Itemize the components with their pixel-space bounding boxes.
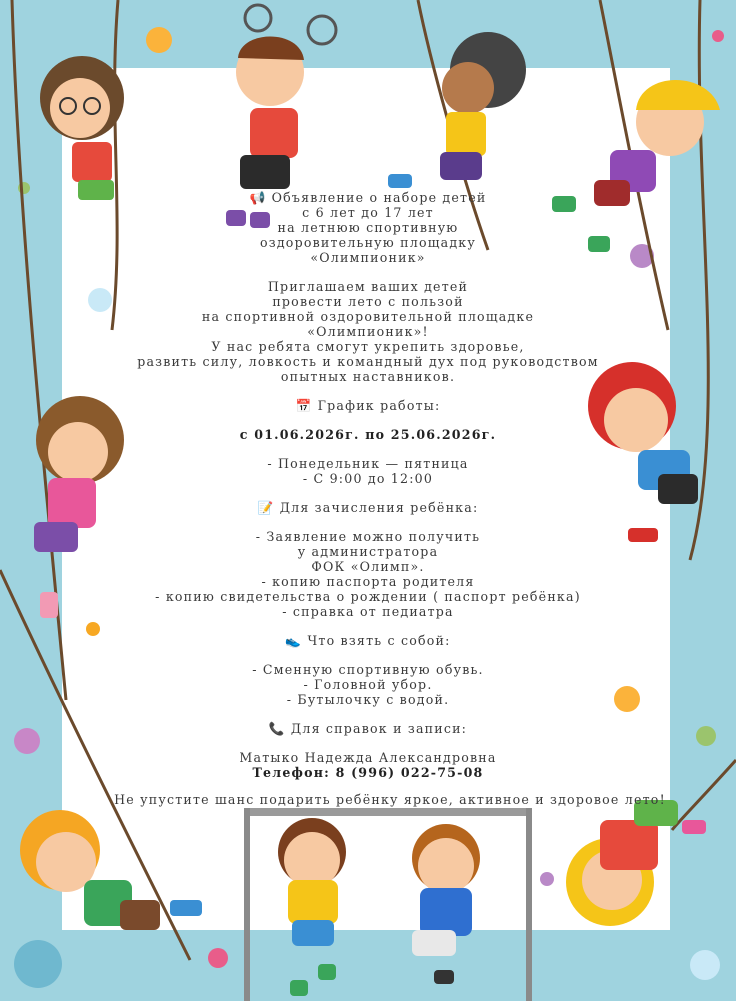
bring-heading: 👟 Что взять с собой: xyxy=(285,633,451,648)
kid-girl-upside-down xyxy=(566,800,706,926)
footer-slogan: Не упустите шанс подарить ребёнку яркое, активное и здоровое лето! xyxy=(114,792,666,807)
enroll-line: у администратора xyxy=(297,544,439,559)
schedule-days: - Понедельник — пятница xyxy=(267,456,469,471)
schedule-dates-value: с 01.06.2026г. по 25.06.2026г. xyxy=(239,427,497,442)
schedule-hours: - С 9:00 до 12:00 xyxy=(302,471,434,486)
invite-line: У нас ребята смогут укрепить здоровье, xyxy=(211,339,525,354)
kid-girl-glasses xyxy=(40,56,124,200)
enroll-line: ФОК «Олимп». xyxy=(311,559,425,574)
invite-line: провести лето с пользой xyxy=(272,294,464,309)
contact-phone xyxy=(80,765,656,780)
kid-boy-on-bar-yellow xyxy=(278,818,346,996)
invite-line: «Олимпионик»! xyxy=(307,324,429,339)
bring-line: - Сменную спортивную обувь. xyxy=(252,662,484,677)
kid-boy-yellow-shirt xyxy=(388,32,526,188)
kid-boy-blond xyxy=(20,810,202,930)
contact-heading: 📞 Для справок и записи: xyxy=(268,721,468,736)
invite-line: опытных наставников. xyxy=(280,369,456,384)
bring-line: - Бутылочку с водой. xyxy=(286,692,450,707)
title-line: оздоровительную площадку xyxy=(260,235,476,250)
title-line xyxy=(80,205,656,220)
invite-line: на спортивной оздоровительной площадке xyxy=(201,309,535,324)
enroll-line: - копию свидетельства о рождении ( паспорт ребёнка) xyxy=(155,589,581,604)
age-range: с 6 лет до 17 лет xyxy=(302,205,434,220)
enroll-heading: 📝 Для зачисления ребёнка: xyxy=(257,500,479,515)
schedule-heading: 📅 График работы: xyxy=(295,398,441,413)
invite-line: Приглашаем ваших детей xyxy=(267,279,469,294)
schedule-dates xyxy=(80,427,656,442)
title-line: 📢 Объявление о наборе детей xyxy=(249,190,487,205)
kid-boy-on-bar-blue xyxy=(412,824,480,984)
contact-phone-value: Телефон: 8 (996) 022-75-08 xyxy=(252,765,484,780)
gym-ring xyxy=(308,16,336,44)
announcement-text xyxy=(80,190,656,780)
enroll-line: - копию паспорта родителя xyxy=(261,574,475,589)
enroll-line: - справка от педиатра xyxy=(282,604,454,619)
contact-name: Матыко Надежда Александровна xyxy=(239,750,497,765)
bring-line: - Головной убор. xyxy=(303,677,433,692)
title-line: «Олимпионик» xyxy=(310,250,426,265)
gym-ring xyxy=(245,5,271,31)
title-line: на летнюю спортивную xyxy=(277,220,459,235)
invite-line: развить силу, ловкость и командный дух под руководством xyxy=(137,354,599,369)
enroll-line: - Заявление можно получить xyxy=(255,529,481,544)
